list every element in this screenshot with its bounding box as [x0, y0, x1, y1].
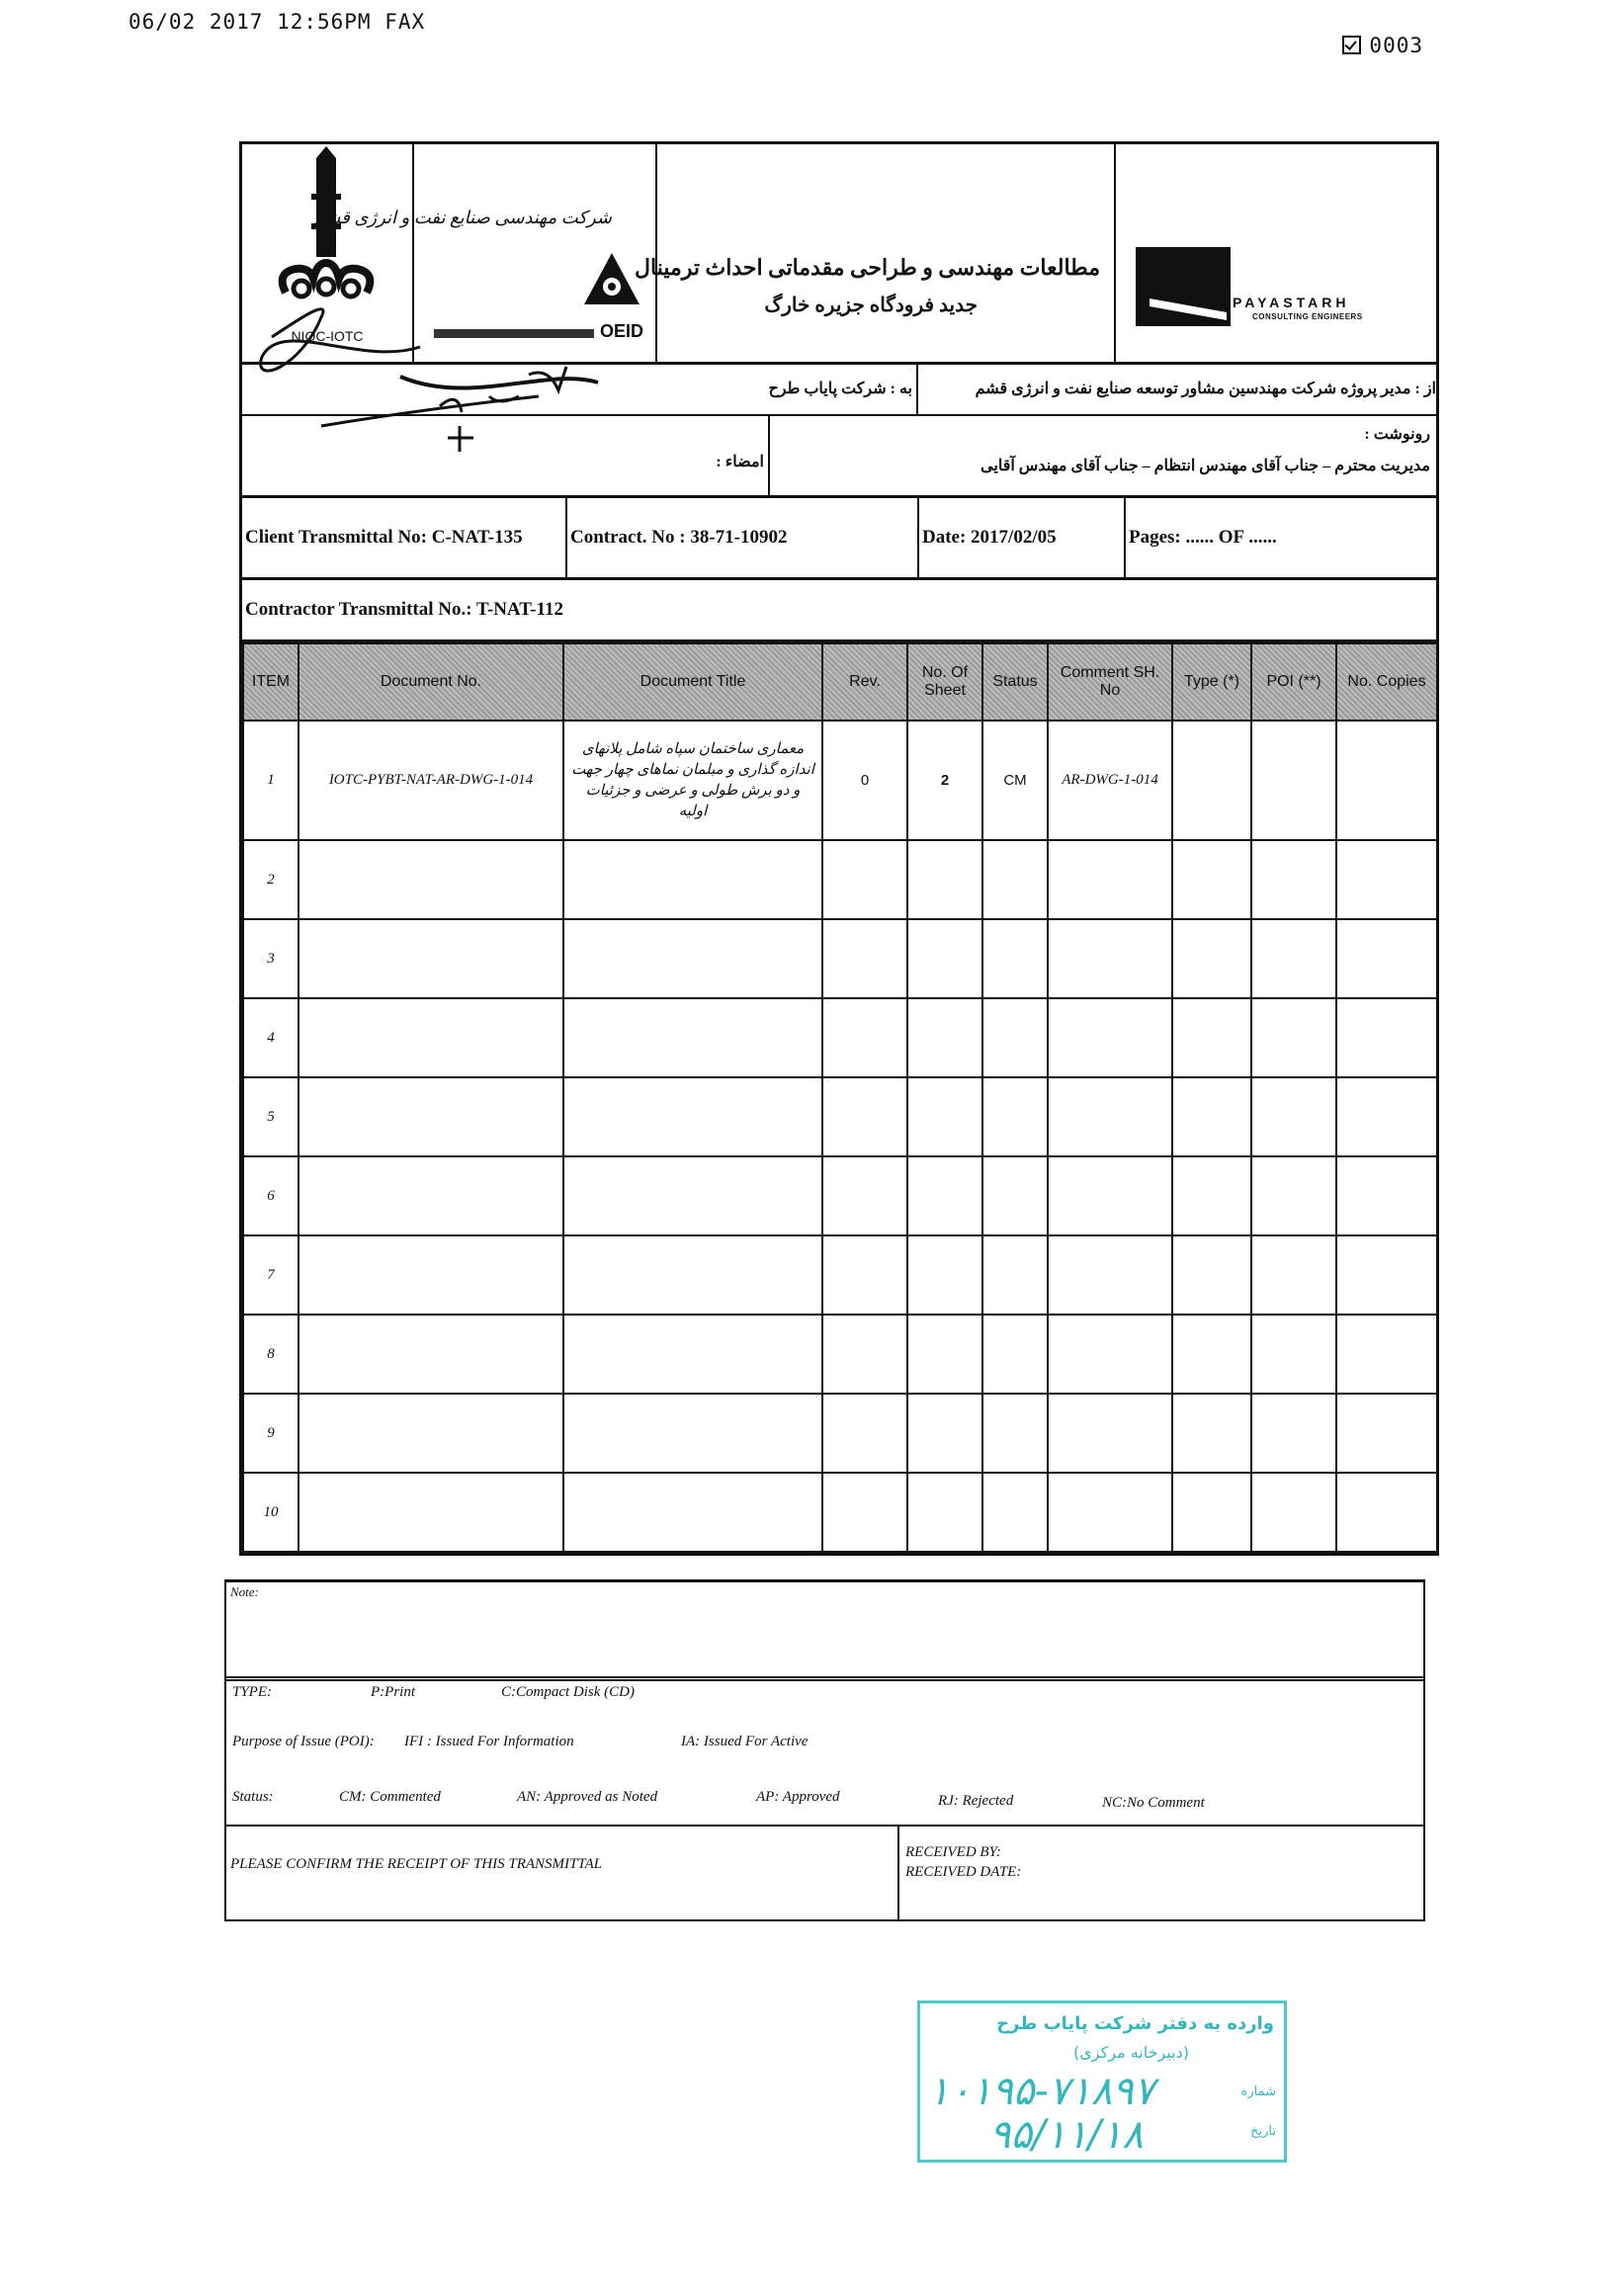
rev-cell: [822, 1235, 907, 1315]
table-row: [243, 1235, 1437, 1315]
poi-cell: [1251, 919, 1336, 998]
nioc-caption: NIOC-IOTC: [291, 328, 364, 344]
document-no-cell: [298, 1235, 563, 1315]
document-no-cell: [298, 1156, 563, 1235]
document-table: [242, 642, 1438, 1553]
type-cell: [1172, 721, 1251, 840]
comment-sh-cell: [1048, 998, 1172, 1077]
stamp-date-label: تاریخ: [1250, 2124, 1276, 2139]
item-cell: 7: [243, 1235, 298, 1315]
type-cell: [1172, 1394, 1251, 1473]
copies-cell: [1336, 721, 1437, 840]
poi-label: Purpose of Issue (POI):: [232, 1734, 375, 1749]
oeid-name-fa: شرکت مهندسی صنایع نفت و انرژی قشم: [313, 208, 612, 227]
rev-cell: [822, 998, 907, 1077]
col-item: ITEM: [243, 643, 298, 721]
document-no-cell: [298, 1315, 563, 1394]
payastarh-logo-icon: [1136, 247, 1235, 326]
status-cell: [982, 1315, 1048, 1394]
status-label: Status:: [232, 1789, 274, 1805]
poi-cell: [1251, 1156, 1336, 1235]
rev-cell: [822, 840, 907, 919]
document-no-cell: [298, 1473, 563, 1552]
rev-cell: [822, 1394, 907, 1473]
col-comment-sh: Comment SH. No: [1048, 643, 1172, 721]
sheets-cell: 2: [907, 721, 982, 840]
consultant-tagline: CONSULTING ENGINEERS: [1252, 312, 1363, 321]
received-by: RECEIVED BY:: [905, 1844, 1001, 1860]
item-cell: 2: [243, 840, 298, 919]
document-no-cell: [298, 840, 563, 919]
project-subtitle: جدید فرودگاه جزیره خارگ: [764, 295, 978, 316]
copies-cell: [1336, 1473, 1437, 1552]
sender-cell: [918, 365, 1436, 414]
confirm-receipt: PLEASE CONFIRM THE RECEIPT OF THIS TRANSMITTAL: [230, 1856, 603, 1872]
document-title-cell: [563, 998, 822, 1077]
table-row: [243, 840, 1437, 919]
document-title-cell: [563, 1235, 822, 1315]
poi-cell: [1251, 998, 1336, 1077]
status-nc: NC:No Comment: [1102, 1795, 1205, 1811]
sheets-cell: [907, 1473, 982, 1552]
status-cm: CM: Commented: [339, 1789, 441, 1805]
poi-ifi: IFI : Issued For Information: [404, 1734, 574, 1749]
poi-cell: [1251, 1235, 1336, 1315]
copies-cell: [1336, 998, 1437, 1077]
handwritten-signature: [242, 278, 768, 475]
col-status: Status: [982, 643, 1048, 721]
type-cell: [1172, 840, 1251, 919]
pages-count: Pages: ...... OF ......: [1129, 527, 1277, 548]
client-transmittal-no: Client Transmittal No: C-NAT-135: [242, 498, 567, 577]
cc-cell: [770, 416, 1436, 495]
oeid-code: OEID: [599, 321, 643, 341]
item-cell: 10: [243, 1473, 298, 1552]
table-row: [243, 1473, 1437, 1552]
transmittal-date: Date: 2017/02/05: [919, 498, 1126, 577]
status-cell: [982, 1235, 1048, 1315]
poi-ia: IA: Issued For Active: [681, 1734, 809, 1749]
copies-cell: [1336, 1077, 1437, 1156]
rev-cell: [822, 1156, 907, 1235]
document-title-cell: [563, 919, 822, 998]
item-cell: 8: [243, 1315, 298, 1394]
comment-sh-cell: [1048, 1394, 1172, 1473]
status-cell: [982, 919, 1048, 998]
rev-cell: [822, 919, 907, 998]
sheets-cell: [907, 840, 982, 919]
signature-cell: [242, 416, 770, 495]
type-print: P:Print: [371, 1684, 415, 1700]
table-row: [243, 1315, 1437, 1394]
sheets-cell: [907, 998, 982, 1077]
document-no-cell: [298, 919, 563, 998]
poi-cell: [1251, 721, 1336, 840]
transmittal-row: [242, 498, 1436, 580]
contract-no: Contract. No : 38-71-10902: [567, 498, 919, 577]
note-box: [224, 1579, 1425, 1681]
type-cell: [1172, 1235, 1251, 1315]
table-row: [243, 998, 1437, 1077]
document-no-cell: IOTC-PYBT-NAT-AR-DWG-1-014: [298, 721, 563, 840]
type-cd: C:Compact Disk (CD): [501, 1684, 635, 1700]
type-cell: [1172, 1077, 1251, 1156]
status-cell: [982, 1077, 1048, 1156]
payastarh-logo-cell: [1116, 144, 1436, 362]
note-label: Note:: [230, 1584, 259, 1599]
rev-cell: [822, 1077, 907, 1156]
item-cell: 3: [243, 919, 298, 998]
contractor-transmittal-no: Contractor Transmittal No.: T-NAT-112: [242, 580, 1436, 642]
received-date: RECEIVED DATE:: [905, 1864, 1022, 1880]
type-cell: [1172, 998, 1251, 1077]
received-cell: [897, 1827, 1022, 1919]
signature-label: امضاء :: [716, 454, 764, 470]
comment-sh-cell: AR-DWG-1-014: [1048, 721, 1172, 840]
document-title-cell: [563, 1077, 822, 1156]
col-copies: No. Copies: [1336, 643, 1437, 721]
table-row: [243, 1394, 1437, 1473]
item-cell: 6: [243, 1156, 298, 1235]
stamp-date: ۹۵/۱۱/۱۸: [989, 2112, 1144, 2158]
sheets-cell: [907, 1394, 982, 1473]
comment-sh-cell: [1048, 1315, 1172, 1394]
cc-row: [242, 416, 1436, 498]
type-cell: [1172, 1156, 1251, 1235]
stamp-title: وارده به دفتر شرکت پایاب طرح: [996, 2013, 1274, 2034]
poi-cell: [1251, 1473, 1336, 1552]
type-cell: [1172, 919, 1251, 998]
document-title-cell: [563, 1156, 822, 1235]
status-rj: RJ: Rejected: [938, 1793, 1014, 1809]
cc-label: رونوشت :: [1364, 426, 1430, 443]
confirmation-row: [226, 1825, 1423, 1919]
type-label: TYPE:: [232, 1684, 273, 1700]
col-sheets: No. Of Sheet: [907, 643, 982, 721]
rev-cell: [822, 1473, 907, 1552]
copies-cell: [1336, 1315, 1437, 1394]
status-cell: CM: [982, 721, 1048, 840]
comment-sh-cell: [1048, 919, 1172, 998]
type-cell: [1172, 1473, 1251, 1552]
sheets-cell: [907, 1235, 982, 1315]
legend-box: [224, 1676, 1425, 1921]
document-title-cell: [563, 1473, 822, 1552]
document-no-cell: [298, 1394, 563, 1473]
poi-cell: [1251, 1394, 1336, 1473]
comment-sh-cell: [1048, 1156, 1172, 1235]
checkbox-icon: [1342, 36, 1361, 54]
copies-cell: [1336, 1156, 1437, 1235]
copies-cell: [1336, 919, 1437, 998]
item-cell: 1: [243, 721, 298, 840]
status-cell: [982, 998, 1048, 1077]
document-title-cell: معماری ساختمان سپاه شامل پلانهای اندازه گذاری و مبلمان نماهای چهار جهت و دو برش طولی و عرضی و جزئیات اولیه: [563, 721, 822, 840]
sheets-cell: [907, 1077, 982, 1156]
sheets-cell: [907, 1156, 982, 1235]
comment-sh-cell: [1048, 1473, 1172, 1552]
sheets-cell: [907, 1315, 982, 1394]
document-title-cell: [563, 840, 822, 919]
col-rev: Rev.: [822, 643, 907, 721]
table-row: [243, 1077, 1437, 1156]
type-cell: [1172, 1315, 1251, 1394]
status-cell: [982, 1473, 1048, 1552]
consultant-name: PAYASTARH: [1233, 295, 1350, 310]
receipt-stamp: [917, 2000, 1287, 2163]
document-title-cell: [563, 1394, 822, 1473]
col-document-no: Document No.: [298, 643, 563, 721]
project-title: مطالعات مهندسی و طراحی مقدماتی احداث ترمینال: [635, 255, 1100, 280]
cc-value: مدیریت محترم – جناب آقای مهندس انتظام – جناب آقای مهندس آقایی: [980, 458, 1430, 474]
item-cell: 5: [243, 1077, 298, 1156]
table-row: [243, 721, 1437, 840]
recipient: به : شرکت پایاب طرح: [768, 381, 912, 397]
item-cell: 9: [243, 1394, 298, 1473]
document-no-cell: [298, 1077, 563, 1156]
stamp-subtitle: (دبیرخانه مرکزی): [1073, 2043, 1189, 2062]
fax-page-number: 0003: [1369, 34, 1423, 57]
status-cell: [982, 840, 1048, 919]
sender: از : مدیر پروژه شرکت مهندسین مشاور توسعه صنایع نفت و انرژی قشم: [975, 381, 1436, 397]
copies-cell: [1336, 840, 1437, 919]
poi-cell: [1251, 840, 1336, 919]
col-document-title: Document Title: [563, 643, 822, 721]
transmittal-form: [239, 141, 1439, 1556]
fax-page: [1289, 10, 1423, 81]
fax-datetime: 06/02 2017 12:56PM FAX: [128, 10, 426, 34]
copies-cell: [1336, 1235, 1437, 1315]
rev-cell: [822, 1315, 907, 1394]
poi-cell: [1251, 1315, 1336, 1394]
sheets-cell: [907, 919, 982, 998]
stamp-number-label: شماره: [1240, 2084, 1276, 2099]
comment-sh-cell: [1048, 1235, 1172, 1315]
status-an: AN: Approved as Noted: [517, 1789, 658, 1805]
item-cell: 4: [243, 998, 298, 1077]
document-title-cell: [563, 1315, 822, 1394]
table-header-row: [243, 643, 1437, 721]
stamp-number: ۱۰۱۹۵-۷۱۸۹۷: [928, 2069, 1155, 2114]
col-poi: POI (**): [1251, 643, 1336, 721]
comment-sh-cell: [1048, 840, 1172, 919]
copies-cell: [1336, 1394, 1437, 1473]
document-no-cell: [298, 998, 563, 1077]
comment-sh-cell: [1048, 1077, 1172, 1156]
status-cell: [982, 1156, 1048, 1235]
fax-header: [128, 10, 1423, 57]
rev-cell: 0: [822, 721, 907, 840]
table-row: [243, 919, 1437, 998]
status-ap: AP: Approved: [756, 1789, 840, 1805]
status-cell: [982, 1394, 1048, 1473]
poi-cell: [1251, 1077, 1336, 1156]
col-type: Type (*): [1172, 643, 1251, 721]
table-row: [243, 1156, 1437, 1235]
